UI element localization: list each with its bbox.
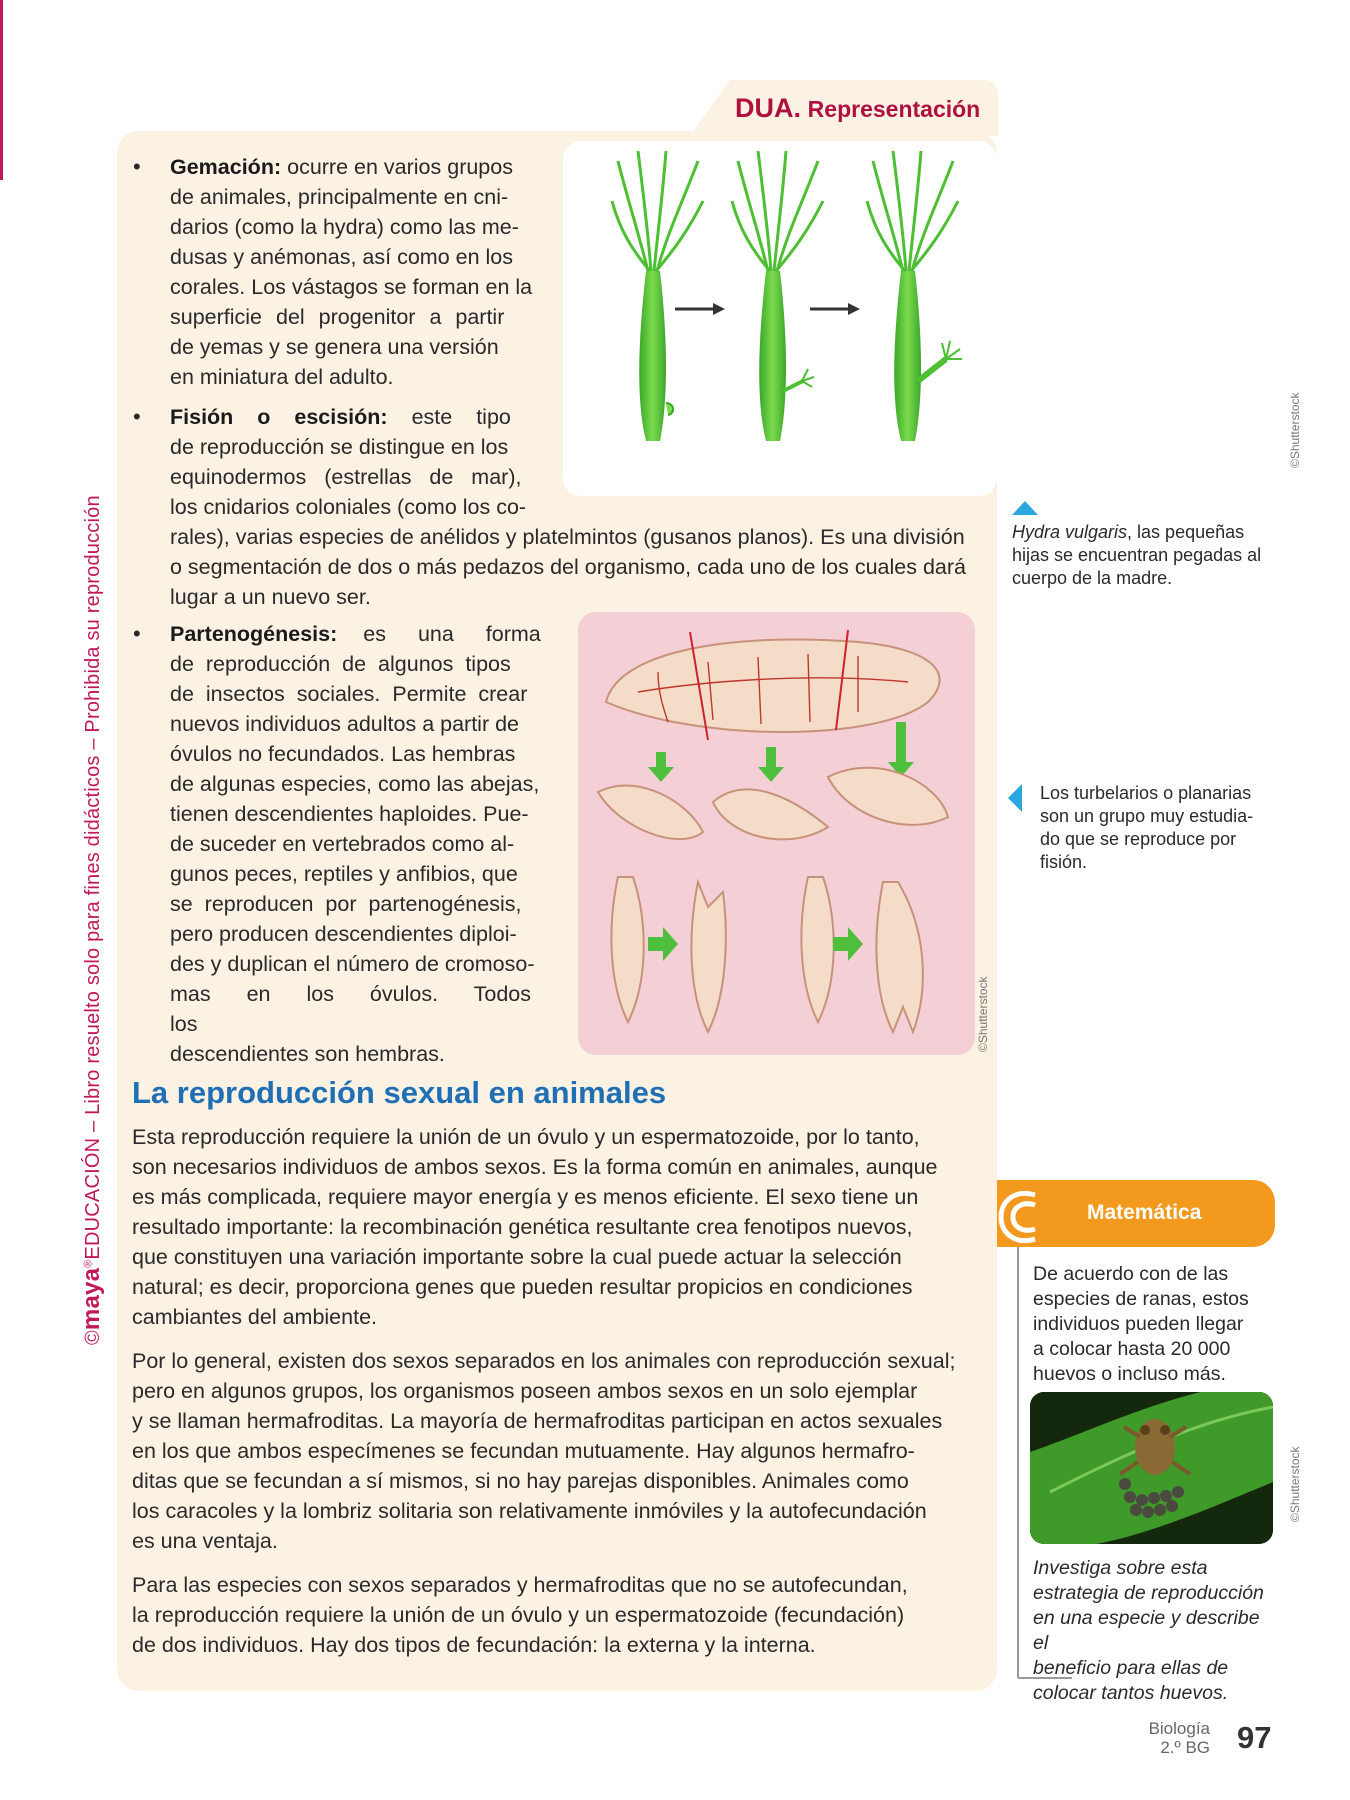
caption-pointer-up-icon — [1012, 501, 1038, 515]
bullet-gemacion: • Gemación: ocurre en varios grupos de animales, principalmente en cni- darios (como la hydra) como las me- dusas y anémonas, así como en los corales. Los vástagos se forman en la superficie del progenitor a partir de yemas y se genera una versión en miniatura del adulto. — [133, 154, 533, 389]
hydra-photo-credit: ©Shutterstock — [1288, 392, 1302, 468]
planaria-caption: Los turbelarios o planarias son un grupo muy estudia- do que se reproduce por fisión. — [1040, 783, 1254, 872]
paragraph-2: Por lo general, existen dos sexos separados en los animales con reproducción sexual; pero en algunos grupos, los organismos poseen ambos sexos en un solo ejemplar y se llaman hermafroditas. La mayoría de hermafroditas participan en actos sexuales en los que ambos especímenes se fecundan mutuamente. Hay algunos hermafro- ditas que se fecundan a sí mismos, si no hay parejas disponibles. Animales como los caracoles y la lombriz solitaria son relativamente inmóviles y la autofecundación es una ventaja. — [132, 1349, 956, 1553]
frog-eggs-photo — [1030, 1392, 1273, 1544]
planaria-photo-credit: ©Shutterstock — [976, 976, 990, 1052]
fision-continuation: rales), varias especies de anélidos y platelmintos (gusanos planos). Es una división o segmentación de dos o más pedazos del organismo, cada uno de los cuales dará lugar a un nuevo ser. — [170, 525, 967, 609]
copyright-credit: ©maya®EDUCACIÓN – Libro resuelto solo para fines didácticos – Prohibida su reproducción — [78, 495, 105, 1345]
hydra-budding-figure — [563, 141, 997, 496]
footer-subject: Biología 2.º BG — [1148, 1719, 1210, 1757]
frog-on-leaf-illustration — [1030, 1392, 1273, 1544]
dua-label: DUA. Representación — [735, 93, 981, 123]
connection-c-icon — [995, 1187, 1045, 1247]
math-box-border — [1017, 1247, 1019, 1677]
math-label: Matemática — [1087, 1201, 1202, 1224]
bullet-fision: • Fisión o escisión: este tipo de reproducción se distingue en los equinodermos (estrellas de mar), los cnidarios coloniales (como los co- — [133, 404, 527, 519]
page-number: 97 — [1237, 1720, 1272, 1755]
bullet-partenogenesis: • Partenogénesis: es una forma de reproducción de algunos tipos de insectos sociales. Permite crear nuevos individuos adultos a partir de óvulos no fecundados. Las hembras de algunas especies, como las abejas, tienen descendientes haploides. Pue- de suceder en vertebrados como al- gunos peces, reptiles y anfibios, que se reproducen por partenogénesis, pero producen descendientes diploi- des y duplican el número de cromoso- mas en los óvulos. Todos los descendientes son hembras. — [133, 621, 541, 1066]
section-heading: La reproducción sexual en animales — [132, 1075, 667, 1110]
caption-pointer-left-icon — [1008, 784, 1022, 812]
planaria-fission-figure — [578, 612, 975, 1055]
page-edge-marker — [0, 0, 3, 180]
math-text: De acuerdo con de las especies de ranas, estos individuos pueden llegar a colocar hasta 20 000 huevos o incluso más. — [1033, 1263, 1249, 1385]
paragraph-1: Esta reproducción requiere la unión de un óvulo y un espermatozoide, por lo tanto, son necesarios individuos de ambos sexos. Es la forma común en animales, aunque es más complicada, requiere mayor energía y es menos eficiente. El sexo tiene un resultado importante: la recombinación genética resultante crea fenotipos nuevos, que constituyen una variación importante sobre la cual puede actuar la selección natural; es decir, proporciona genes que pueden resultar propicios en condiciones cambiantes del ambiente. — [132, 1125, 938, 1329]
hydra-caption: Hydra vulgaris, las pequeñas hijas se encuentran pegadas al cuerpo de la madre. — [1012, 522, 1262, 588]
frog-photo-credit: ©Shutterstock — [1288, 1446, 1302, 1522]
paragraph-3: Para las especies con sexos separados y hermafroditas que no se autofecundan, la reproducción requiere la unión de un óvulo y un espermatozoide (fecundación) de dos individuos. Hay dos tipos de fecundación: la externa y la interna. — [132, 1573, 908, 1657]
hydra-illustration — [563, 141, 997, 496]
planaria-illustration — [578, 612, 975, 1055]
math-question: Investiga sobre esta estrategia de reproducción en una especie y describe el beneficio para ellas de colocar tantos huevos. — [1033, 1557, 1264, 1704]
